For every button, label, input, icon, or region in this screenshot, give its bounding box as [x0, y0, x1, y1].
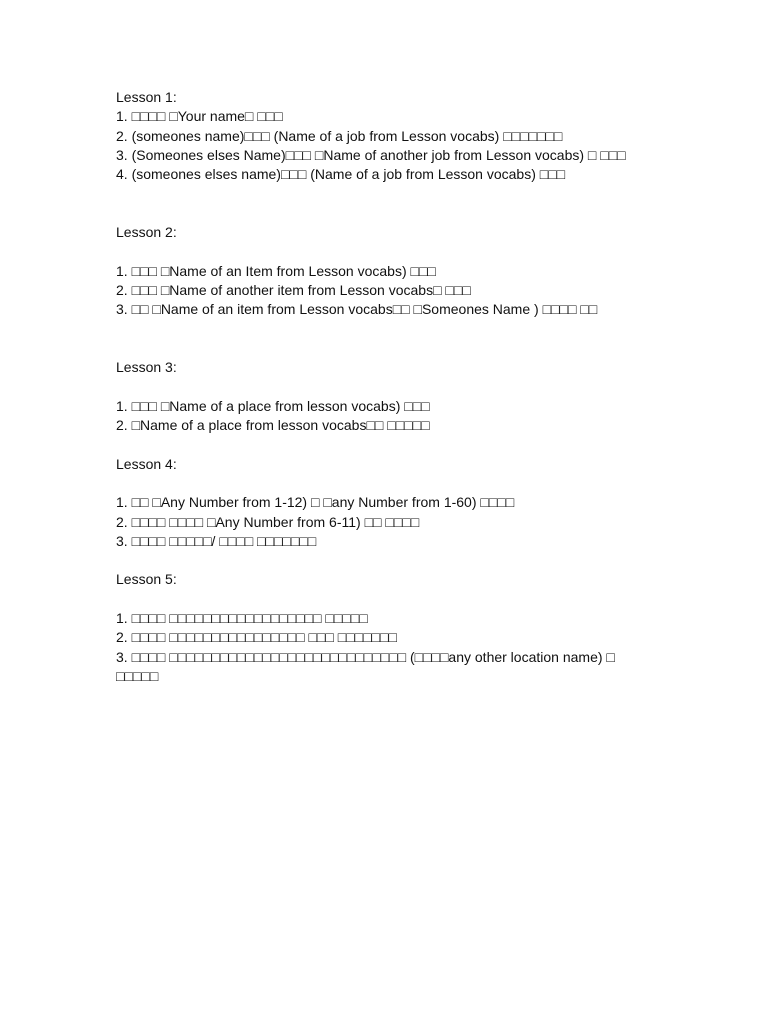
lesson-5-section	[116, 570, 656, 686]
spacer	[116, 320, 656, 359]
lesson-5-line-1: 1. □□□□ □□□□□□□□□□□□□□□□□□ □□□□□	[116, 610, 368, 627]
lesson-2-section	[116, 223, 656, 319]
lesson-5-line-2: 2. □□□□ □□□□□□□□□□□□□□□□ □□□ □□□□□□□	[116, 629, 397, 646]
lesson-3-line-2: 2. □Name of a place from lesson vocabs□□ □□□□□	[116, 417, 430, 434]
spacer	[116, 435, 656, 454]
lesson-1-line-2: 2. (someones name)□□□ (Name of a job from Lesson vocabs) □□□□□□□	[116, 127, 563, 144]
spacer	[116, 184, 656, 223]
document-page	[116, 88, 656, 686]
spacer	[116, 590, 656, 609]
lesson-1-line-1: 1. □□□□ □Your name□ □□□	[116, 108, 283, 125]
lesson-1-line-3: 3. (Someones elses Name)□□□ □Name of another job from Lesson vocabs) □ □□□	[116, 146, 626, 163]
lesson-4-section	[116, 455, 656, 551]
lesson-1-heading: Lesson 1:	[116, 89, 177, 105]
lesson-5-line-3: 3. □□□□ □□□□□□□□□□□□□□□□□□□□□□□□□□□□ (□□□□any other location name) □ □□□□□	[116, 648, 615, 684]
lesson-2-line-2: 2. □□□ □Name of another item from Lesson vocabs□ □□□	[116, 281, 471, 298]
lesson-4-line-3: 3. □□□□ □□□□□/ □□□□ □□□□□□□	[116, 532, 317, 549]
lesson-3-section	[116, 358, 656, 435]
lesson-3-heading: Lesson 3:	[116, 359, 177, 376]
spacer	[116, 377, 656, 396]
lesson-4-line-1: 1. □□ □Any Number from 1-12) □ □any Number from 1-60) □□□□	[116, 494, 515, 511]
spacer	[116, 242, 656, 261]
lesson-4-heading: Lesson 4:	[116, 455, 177, 472]
lesson-5-heading: Lesson 5:	[116, 571, 177, 588]
lesson-1-line-4: 4. (someones elses name)□□□ (Name of a job from Lesson vocabs) □□□	[116, 166, 566, 183]
lesson-2-line-1: 1. □□□ □Name of an Item from Lesson vocabs) □□□	[116, 262, 436, 279]
spacer	[116, 474, 656, 493]
lesson-1-section	[116, 88, 656, 184]
lesson-4-line-2: 2. □□□□ □□□□ □Any Number from 6-11) □□ □□□□	[116, 513, 420, 530]
lesson-3-line-1: 1. □□□ □Name of a place from lesson vocabs) □□□	[116, 397, 430, 414]
lesson-2-line-3: 3. □□ □Name of an item from Lesson vocabs□□ □Someones Name ) □□□□ □□	[116, 301, 598, 318]
lesson-2-heading: Lesson 2:	[116, 224, 177, 241]
spacer	[116, 551, 656, 570]
